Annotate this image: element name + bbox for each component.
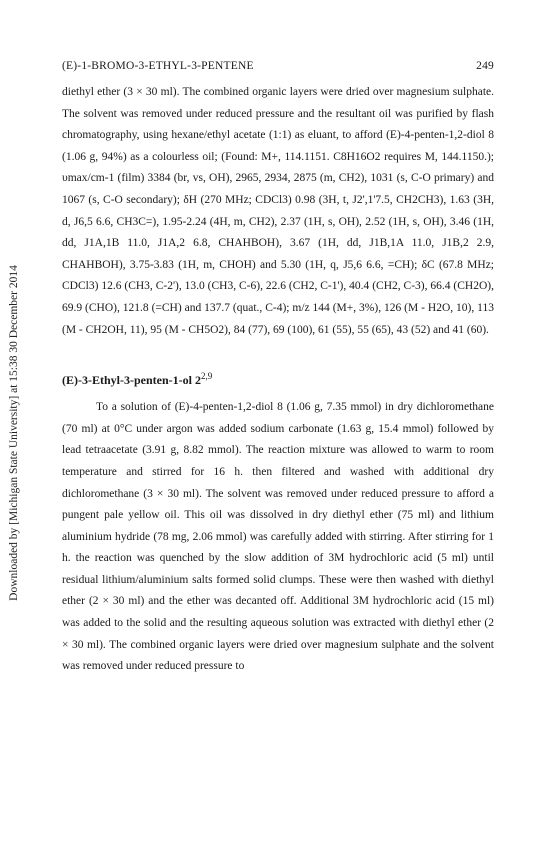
compound-number: 2 [194, 373, 201, 388]
reference-superscript: 2,9 [200, 371, 213, 382]
page-content [62, 60, 494, 678]
page-number: 249 [476, 60, 494, 72]
running-title: (E)-1-BROMO-3-ETHYL-3-PENTENE [62, 60, 254, 72]
experimental-paragraph-1: diethyl ether (3 × 30 ml). The combined organic layers were dried over magnesium sulphate. The solvent was removed under reduced pressure and the resultant oil was purified by flash chromatography, using hexane/ethyl acetate (1:1) as eluant, to afford (E)-4-penten-1,2-diol 8 (1.06 g, 94%) as a colourless oil; (Found: M+, 114.1151. C8H16O2 requires M, 144.1150.); υmax/cm-1 (film) 3384 (br, vs, OH), 2965, 2934, 2875 (m, CH2), 1031 (s, C-O primary) and 1067 (s, C-O secondary); δH (270 MHz; CDCl3) 0.98 (3H, t, J2',1'7.5, CH2CH3), 1.63 (3H, d, J6,5 6.6, CH3C=), 1.95-2.24 (4H, m, CH2), 2.37 (1H, s, OH), 2.52 (1H, s, OH), 3.46 (1H, dd, J1A,1B 11.0, J1A,2 6.8, CHAHBOH), 3.67 (1H, dd, J1B,1A 11.0, J1B,2 2.9, CHAHBOH), 3.75-3.83 (1H, m, CHOH) and 5.30 (1H, q, J5,6 6.6, =CH); δC (67.8 MHz; CDCl3) 12.6 (CH3, C-2'), 13.0 (CH3, C-6), 22.6 (CH2, C-1'), 40.4 (CH2, C-3), 66.4 (CH2O), 69.9 (CHO), 121.8 (=CH) and 137.7 (quat., C-4); m/z 144 (M+, 3%), 126 (M - H2O, 10), 113 (M - CH2OH, 11), 95 (M - CH5O2), 84 (77), 69 (100), 61 (55), 55 (65), 43 (52) and 41 (60). [62, 86, 494, 336]
section-heading [62, 367, 494, 389]
running-head [62, 60, 494, 72]
download-watermark: Downloaded by [Michigan State University] at 15:38 30 December 2014 [8, 265, 20, 601]
experimental-paragraph-2: To a solution of (E)-4-penten-1,2-diol 8 (1.06 g, 7.35 mmol) in dry dichloromethane (70 ml) at 0°C under argon was added sodium carbonate (1.63 g, 15.4 mmol) followed by lead tetraacetate (3.91 g, 8.82 mmol). The reaction mixture was allowed to warm to room temperature and stirred for 16 h. then filtered and washed with additional dry dichloromethane (3 × 30 ml). The solvent was removed under reduced pressure to afford a pungent pale yellow oil. This oil was dissolved in dry diethyl ether (75 ml) and lithium aluminium hydride (78 mg, 2.06 mmol) was carefully added with stirring. After stirring for 1 h. the reaction was quenched by the slow addition of 3M hydrochloric acid (5 ml) until residual lithium/aluminium salts formed solid clumps. These were then washed with diethyl ether (2 × 30 ml) and the ether was decanted off. Additional 3M hydrochloric acid (15 ml) was added to the solid and the resulting aqueous solution was extracted with diethyl ether (2 × 30 ml). The combined organic layers were dried over magnesium sulphate and the solvent was removed under reduced pressure to [62, 401, 494, 673]
section-title: (E)-3-Ethyl-3-penten-1-ol [62, 373, 192, 388]
